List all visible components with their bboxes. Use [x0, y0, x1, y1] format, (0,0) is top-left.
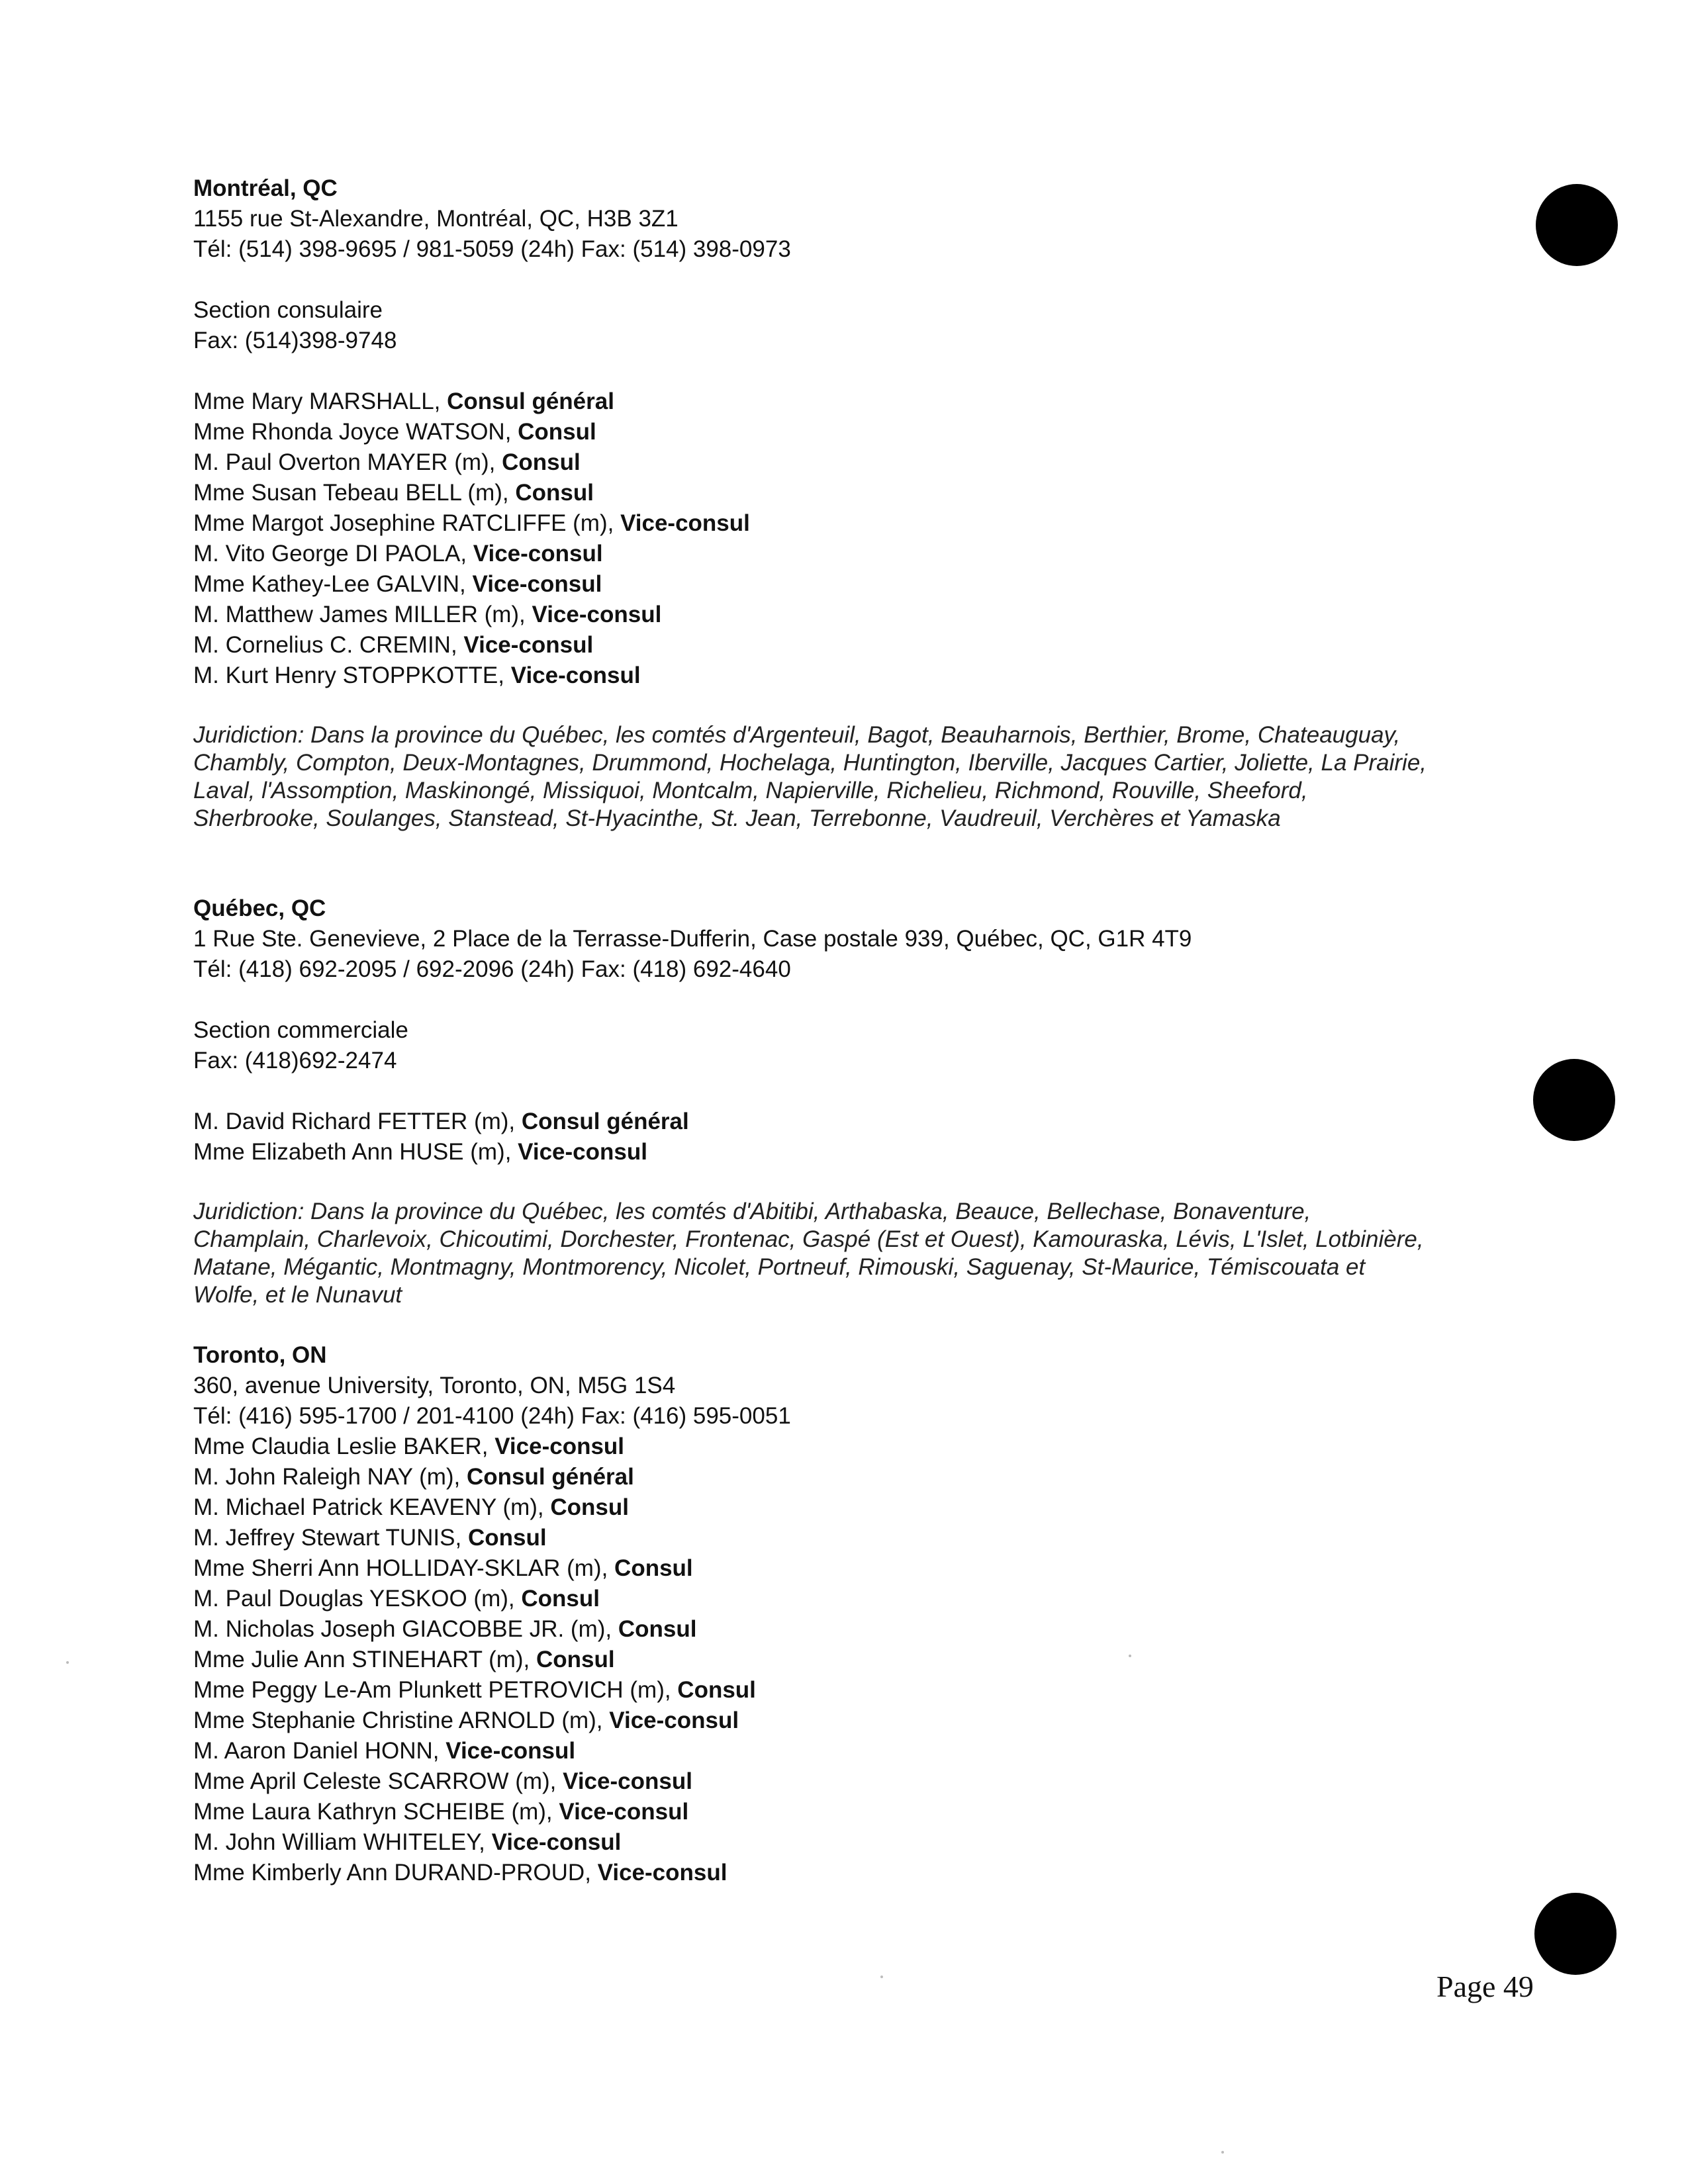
staff-name: Mme Peggy Le-Am Plunkett PETROVICH (m),: [193, 1677, 678, 1703]
staff-name: M. David Richard FETTER (m),: [193, 1109, 522, 1134]
scan-speck: [1221, 2151, 1224, 2154]
staff-title: Vice-consul: [518, 1139, 647, 1165]
staff-entry: [193, 1107, 1517, 1137]
jurisdiction-text: [193, 1198, 1517, 1309]
staff-title: Vice-consul: [620, 510, 750, 536]
staff-name: M. Paul Overton MAYER (m),: [193, 449, 502, 475]
section-phone: Tél: (514) 398-9695 / 981-5059 (24h) Fax: (514) 398-0973: [193, 236, 791, 262]
section-toronto: [193, 1340, 1517, 1888]
staff-title: Vice-consul: [494, 1433, 625, 1459]
jurisdiction-line: Juridiction: Dans la province du Québec, les comtés d'Argenteuil, Bagot, Beauharnois, Berthier, Brome, Chateauguay,: [193, 722, 1401, 748]
staff-entry: [193, 1858, 1517, 1888]
section-address: 1 Rue Ste. Genevieve, 2 Place de la Terrasse-Dufferin, Case postale 939, Québec, QC, G1R 4T9: [193, 926, 1192, 952]
staff-name: M. Aaron Daniel HONN,: [193, 1738, 446, 1764]
section-address: 1155 rue St-Alexandre, Montréal, QC, H3B 3Z1: [193, 206, 679, 232]
staff-title: Consul: [502, 449, 581, 475]
staff-title: Vice-consul: [609, 1707, 739, 1733]
scan-speck: [1129, 1655, 1131, 1657]
scan-speck: [66, 1661, 69, 1664]
scan-speck: [880, 1976, 883, 1978]
jurisdiction-line: Laval, l'Assomption, Maskinongé, Missiquoi, Montcalm, Napierville, Richelieu, Richmond, Rouville, Sheeford,: [193, 778, 1308, 803]
staff-entry: [193, 1645, 1517, 1675]
section-city: Québec, QC: [193, 895, 326, 921]
staff-entry: [193, 1462, 1517, 1492]
staff-entry: [193, 660, 1517, 691]
staff-title: Consul: [618, 1616, 697, 1642]
subsection-title: Section commerciale: [193, 1017, 408, 1043]
staff-name: Mme Stephanie Christine ARNOLD (m),: [193, 1707, 610, 1733]
staff-entry: [193, 447, 1517, 478]
staff-entry: [193, 1766, 1517, 1797]
staff-title: Consul: [536, 1647, 615, 1672]
staff-name: M. Kurt Henry STOPPKOTTE,: [193, 662, 511, 688]
staff-name: Mme Kimberly Ann DURAND-PROUD,: [193, 1860, 598, 1886]
staff-title: Consul: [521, 1586, 600, 1612]
staff-title: Vice-consul: [563, 1768, 692, 1794]
staff-name: M. Cornelius C. CREMIN,: [193, 632, 464, 658]
staff-entry: [193, 508, 1517, 539]
staff-title: Vice-consul: [491, 1829, 622, 1855]
staff-entry: [193, 1797, 1517, 1827]
subsection-fax: Fax: (418)692-2474: [193, 1048, 397, 1073]
staff-name: M. Matthew James MILLER (m),: [193, 602, 532, 627]
staff-title: Vice-consul: [473, 541, 603, 567]
staff-name: Mme Sherri Ann HOLLIDAY-SKLAR (m),: [193, 1555, 615, 1581]
staff-title: Consul général: [467, 1464, 634, 1490]
staff-title: Vice-consul: [597, 1860, 727, 1886]
staff-list: [193, 387, 1517, 691]
spacer: [193, 265, 1517, 295]
spacer: [193, 356, 1517, 387]
staff-name: M. Paul Douglas YESKOO (m),: [193, 1586, 522, 1612]
spacer: [193, 691, 1517, 721]
staff-list: [193, 1107, 1517, 1167]
punch-hole: [1534, 1893, 1617, 1975]
jurisdiction-line: Sherbrooke, Soulanges, Stanstead, St-Hyacinthe, St. Jean, Terrebonne, Vaudreuil, Verchères et Yamaska: [193, 805, 1281, 831]
staff-entry: [193, 1492, 1517, 1523]
staff-name: Mme Mary MARSHALL,: [193, 388, 447, 414]
section-phone: Tél: (416) 595-1700 / 201-4100 (24h) Fax: (416) 595-0051: [193, 1403, 791, 1429]
staff-entry: [193, 1553, 1517, 1584]
staff-name: M. Vito George DI PAOLA,: [193, 541, 473, 567]
staff-entry: [193, 1736, 1517, 1766]
staff-title: Consul: [614, 1555, 693, 1581]
staff-title: Vice-consul: [510, 662, 641, 688]
staff-entry: [193, 1523, 1517, 1553]
staff-name: Mme Margot Josephine RATCLIFFE (m),: [193, 510, 621, 536]
section-city: Montréal, QC: [193, 175, 338, 201]
jurisdiction-text: [193, 721, 1517, 833]
staff-entry: [193, 478, 1517, 508]
staff-entry: [193, 630, 1517, 660]
staff-title: Consul: [467, 1525, 547, 1551]
staff-name: M. Michael Patrick KEAVENY (m),: [193, 1494, 551, 1520]
staff-title: Consul: [677, 1677, 756, 1703]
staff-entry: [193, 600, 1517, 630]
staff-title: Consul général: [521, 1109, 689, 1134]
staff-title: Consul: [515, 480, 594, 506]
jurisdiction-line: Juridiction: Dans la province du Québec, les comtés d'Abitibi, Arthabaska, Beauce, Bellechase, Bonaventure,: [193, 1199, 1311, 1224]
staff-title: Vice-consul: [445, 1738, 576, 1764]
staff-name: M. Jeffrey Stewart TUNIS,: [193, 1525, 468, 1551]
staff-entry: [193, 1614, 1517, 1645]
staff-name: Mme Rhonda Joyce WATSON,: [193, 419, 518, 445]
section-quebec: [193, 893, 1517, 1309]
staff-entry: [193, 387, 1517, 417]
subsection-title: Section consulaire: [193, 297, 383, 323]
punch-hole: [1536, 184, 1618, 266]
staff-entry: [193, 1584, 1517, 1614]
staff-entry: [193, 1827, 1517, 1858]
subsection-fax: Fax: (514)398-9748: [193, 328, 397, 353]
section-montreal: [193, 173, 1517, 833]
staff-title: Vice-consul: [463, 632, 594, 658]
staff-entry: [193, 1137, 1517, 1167]
staff-title: Vice-consul: [532, 602, 662, 627]
section-phone: Tél: (418) 692-2095 / 692-2096 (24h) Fax: (418) 692-4640: [193, 956, 791, 982]
staff-name: Mme Kathey-Lee GALVIN,: [193, 571, 473, 597]
staff-title: Vice-consul: [559, 1799, 689, 1825]
punch-hole: [1533, 1059, 1615, 1141]
staff-name: Mme Laura Kathryn SCHEIBE (m),: [193, 1799, 559, 1825]
staff-name: Mme Elizabeth Ann HUSE (m),: [193, 1139, 518, 1165]
staff-name: Mme Claudia Leslie BAKER,: [193, 1433, 495, 1459]
staff-entry: [193, 1432, 1517, 1462]
staff-name: Mme April Celeste SCARROW (m),: [193, 1768, 563, 1794]
staff-name: Mme Julie Ann STINEHART (m),: [193, 1647, 536, 1672]
staff-title: Consul: [518, 419, 596, 445]
staff-name: M. John William WHITELEY,: [193, 1829, 492, 1855]
spacer: [193, 1076, 1517, 1107]
spacer: [193, 1167, 1517, 1198]
staff-entry: [193, 569, 1517, 600]
staff-title: Vice-consul: [472, 571, 602, 597]
staff-entry: [193, 1706, 1517, 1736]
staff-list: [193, 1432, 1517, 1888]
section-address: 360, avenue University, Toronto, ON, M5G 1S4: [193, 1373, 676, 1398]
spacer: [193, 985, 1517, 1015]
staff-entry: [193, 417, 1517, 447]
staff-name: Mme Susan Tebeau BELL (m),: [193, 480, 516, 506]
staff-name: M. John Raleigh NAY (m),: [193, 1464, 467, 1490]
jurisdiction-line: Matane, Mégantic, Montmagny, Montmorency, Nicolet, Portneuf, Rimouski, Saguenay, St-Maurice, Témiscouata et: [193, 1254, 1366, 1280]
staff-entry: [193, 1675, 1517, 1706]
jurisdiction-line: Chambly, Compton, Deux-Montagnes, Drummond, Hochelaga, Huntington, Iberville, Jacques Cartier, Joliette, La Prairie,: [193, 750, 1427, 776]
staff-title: Consul: [550, 1494, 629, 1520]
page-number: Page 49: [1436, 1970, 1534, 2003]
section-city: Toronto, ON: [193, 1342, 327, 1368]
staff-name: M. Nicholas Joseph GIACOBBE JR. (m),: [193, 1616, 618, 1642]
jurisdiction-line: Wolfe, et le Nunavut: [193, 1282, 402, 1308]
jurisdiction-line: Champlain, Charlevoix, Chicoutimi, Dorchester, Frontenac, Gaspé (Est et Ouest), Kamouraska, Lévis, L'Islet, Lotbinière,: [193, 1226, 1424, 1252]
staff-title: Consul général: [447, 388, 614, 414]
staff-entry: [193, 539, 1517, 569]
